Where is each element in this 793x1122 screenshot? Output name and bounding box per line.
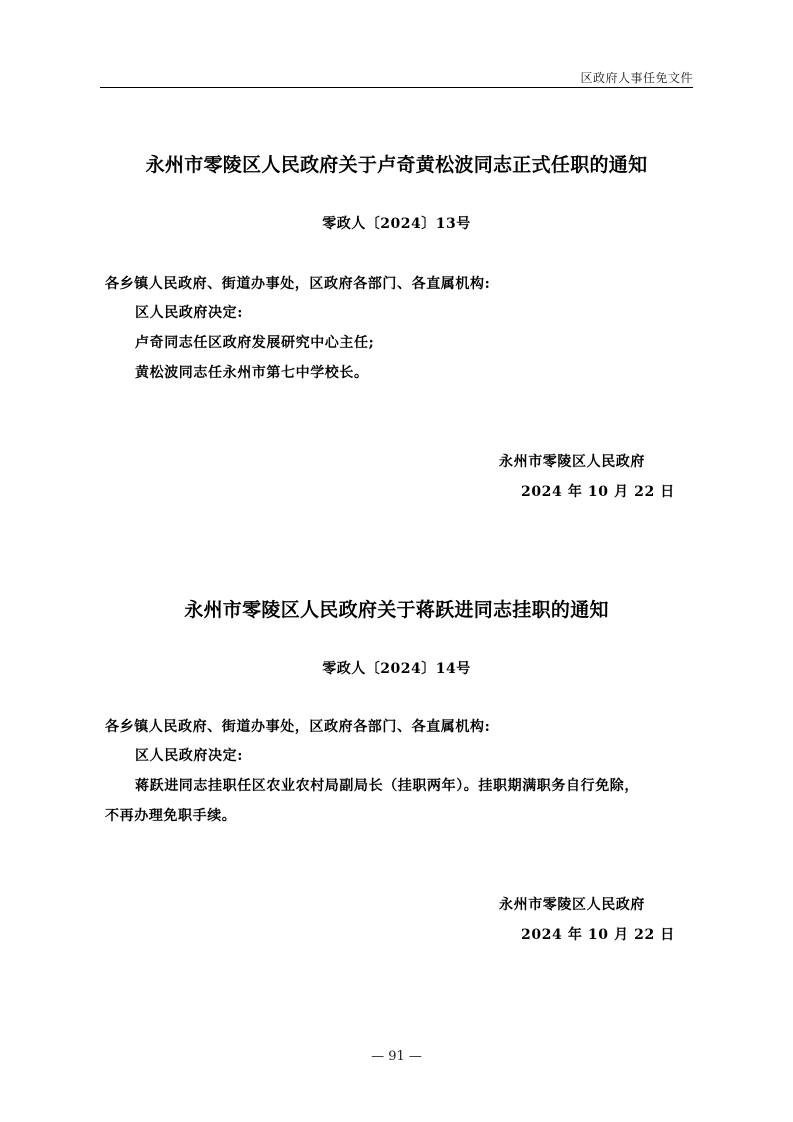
notice-1-title: 永州市零陵区人民政府关于卢奇黄松波同志正式任职的通知 bbox=[145, 154, 648, 176]
notice-1-body-line-3: 黄松波同志任永州市第七中学校长。 bbox=[135, 365, 369, 381]
notice-2-signature-org: 永州市零陵区人民政府 bbox=[499, 897, 645, 913]
notice-2-body-line-1: 区人民政府决定: bbox=[135, 748, 243, 764]
notice-2-body-line-3: 不再办理免职手续。 bbox=[105, 808, 237, 824]
notice-2-title: 永州市零陵区人民政府关于蒋跃进同志挂职的通知 bbox=[184, 599, 609, 621]
notice-1-addressee: 各乡镇人民政府、街道办事处，区政府各部门、各直属机构: bbox=[105, 276, 491, 292]
notice-2-doc-number: 零政人〔2024〕14号 bbox=[322, 661, 471, 677]
notice-1-signature-date: 2024 年 10 月 22 日 bbox=[521, 484, 675, 500]
notice-1-signature-org: 永州市零陵区人民政府 bbox=[499, 454, 645, 470]
notice-1-body-line-2: 卢奇同志任区政府发展研究中心主任; bbox=[135, 335, 375, 351]
header-divider bbox=[100, 87, 693, 88]
notice-1-doc-number: 零政人〔2024〕13号 bbox=[322, 216, 471, 232]
notice-2-addressee: 各乡镇人民政府、街道办事处，区政府各部门、各直属机构: bbox=[105, 719, 491, 735]
notice-1-body-line-1: 区人民政府决定: bbox=[135, 305, 243, 321]
page-number: — 91 — bbox=[371, 1049, 422, 1064]
notice-2-signature-date: 2024 年 10 月 22 日 bbox=[521, 927, 675, 943]
running-header: 区政府人事任免文件 bbox=[580, 71, 693, 85]
notice-2-body-line-2: 蒋跃进同志挂职任区农业农村局副局长（挂职两年）。挂职期满职务自行免除， bbox=[135, 778, 639, 794]
